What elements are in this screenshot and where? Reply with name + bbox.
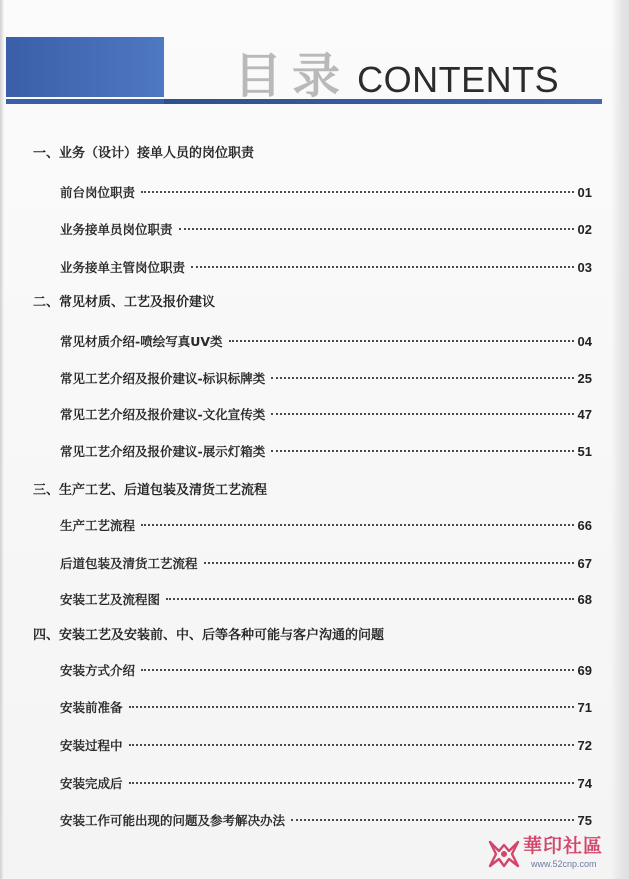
- toc-entry[interactable]: [60, 592, 592, 608]
- toc-entry-label: 后道包装及清货工艺流程: [60, 556, 198, 571]
- toc-entry-label: 安装完成后: [60, 776, 123, 791]
- toc-entry-page: 68: [577, 592, 592, 607]
- dot-leader: [129, 706, 574, 708]
- dot-leader: [129, 782, 574, 784]
- toc-entry-label: 安装工作可能出现的问题及参考解决办法: [60, 813, 286, 828]
- section-heading-4: 四、安装工艺及安装前、中、后等各种可能与客户沟通的问题: [33, 628, 385, 643]
- toc-entry-label: 安装工艺及流程图: [60, 592, 161, 607]
- toc-entry-label: 常见工艺介绍及报价建议-文化宣传类: [60, 407, 266, 422]
- toc-entry-page: 04: [577, 334, 592, 349]
- toc-entry-page: 66: [577, 518, 592, 533]
- toc-entry[interactable]: [60, 700, 592, 716]
- watermark-url: www.52cnp.com: [531, 859, 597, 869]
- toc-entry[interactable]: [60, 185, 592, 201]
- toc-entry[interactable]: [60, 813, 592, 829]
- dot-leader: [271, 413, 573, 415]
- toc-entry-label: 常见工艺介绍及报价建议-展示灯箱类: [60, 444, 266, 459]
- toc-entry-label: 常见工艺介绍及报价建议-标识标牌类: [60, 371, 266, 386]
- toc-entry-label: 前台岗位职责: [60, 185, 136, 200]
- toc-entry-page: 02: [577, 222, 592, 237]
- toc-entry[interactable]: [60, 663, 592, 679]
- title-english: CONTENTS: [357, 59, 560, 100]
- toc-entry-label: 安装前准备: [60, 700, 123, 715]
- toc-entry-label: 常见材质介绍-喷绘写真UV类: [60, 334, 223, 349]
- dot-leader: [271, 377, 573, 379]
- toc-entry[interactable]: [60, 371, 592, 387]
- toc-entry-page: 69: [577, 663, 592, 678]
- dot-leader: [204, 562, 574, 564]
- toc-entry[interactable]: [60, 518, 592, 534]
- toc-entry-label: 安装过程中: [60, 738, 123, 753]
- logo-icon: [487, 837, 521, 871]
- toc-entry-page: 67: [577, 556, 592, 571]
- toc-entry-page: 72: [577, 738, 592, 753]
- section-heading-1: 一、业务（设计）接单人员的岗位职责: [33, 146, 255, 161]
- dot-leader: [141, 524, 574, 526]
- watermark: [487, 835, 619, 875]
- toc-entry-page: 51: [577, 444, 592, 459]
- toc-entry-page: 25: [577, 371, 592, 386]
- dot-leader: [129, 744, 574, 746]
- dot-leader: [141, 191, 574, 193]
- dot-leader: [191, 266, 574, 268]
- dot-leader: [271, 450, 573, 452]
- dot-leader: [291, 819, 574, 821]
- toc-entry-page: 03: [577, 260, 592, 275]
- dot-leader: [166, 598, 574, 600]
- toc-entry[interactable]: [60, 334, 592, 350]
- toc-entry-page: 75: [577, 813, 592, 828]
- toc-entry-page: 71: [577, 700, 592, 715]
- section-heading-3: 三、生产工艺、后道包装及清货工艺流程: [33, 483, 268, 498]
- toc-entry[interactable]: [60, 222, 592, 238]
- dot-leader: [179, 228, 574, 230]
- toc-entry[interactable]: [60, 407, 592, 423]
- section-heading-2: 二、常见材质、工艺及报价建议: [33, 295, 216, 310]
- toc-entry-label: 安装方式介绍: [60, 663, 136, 678]
- toc-entry-label: 业务接单员岗位职责: [60, 222, 173, 237]
- toc-entry[interactable]: [60, 738, 592, 754]
- toc-entry-page: 47: [577, 407, 592, 422]
- watermark-text: 華印社區: [523, 835, 604, 857]
- title-chinese: 目录: [234, 48, 351, 104]
- toc-entry-page: 74: [577, 776, 592, 791]
- toc-entry[interactable]: [60, 260, 592, 276]
- toc-entry-label: 生产工艺流程: [60, 518, 136, 533]
- toc-entry[interactable]: [60, 556, 592, 572]
- dot-leader: [229, 340, 574, 342]
- toc-entry-label: 业务接单主管岗位职责: [60, 260, 186, 275]
- dot-leader: [141, 669, 574, 671]
- toc-entry-page: 01: [577, 185, 592, 200]
- toc-entry[interactable]: [60, 444, 592, 460]
- toc-entry[interactable]: [60, 776, 592, 792]
